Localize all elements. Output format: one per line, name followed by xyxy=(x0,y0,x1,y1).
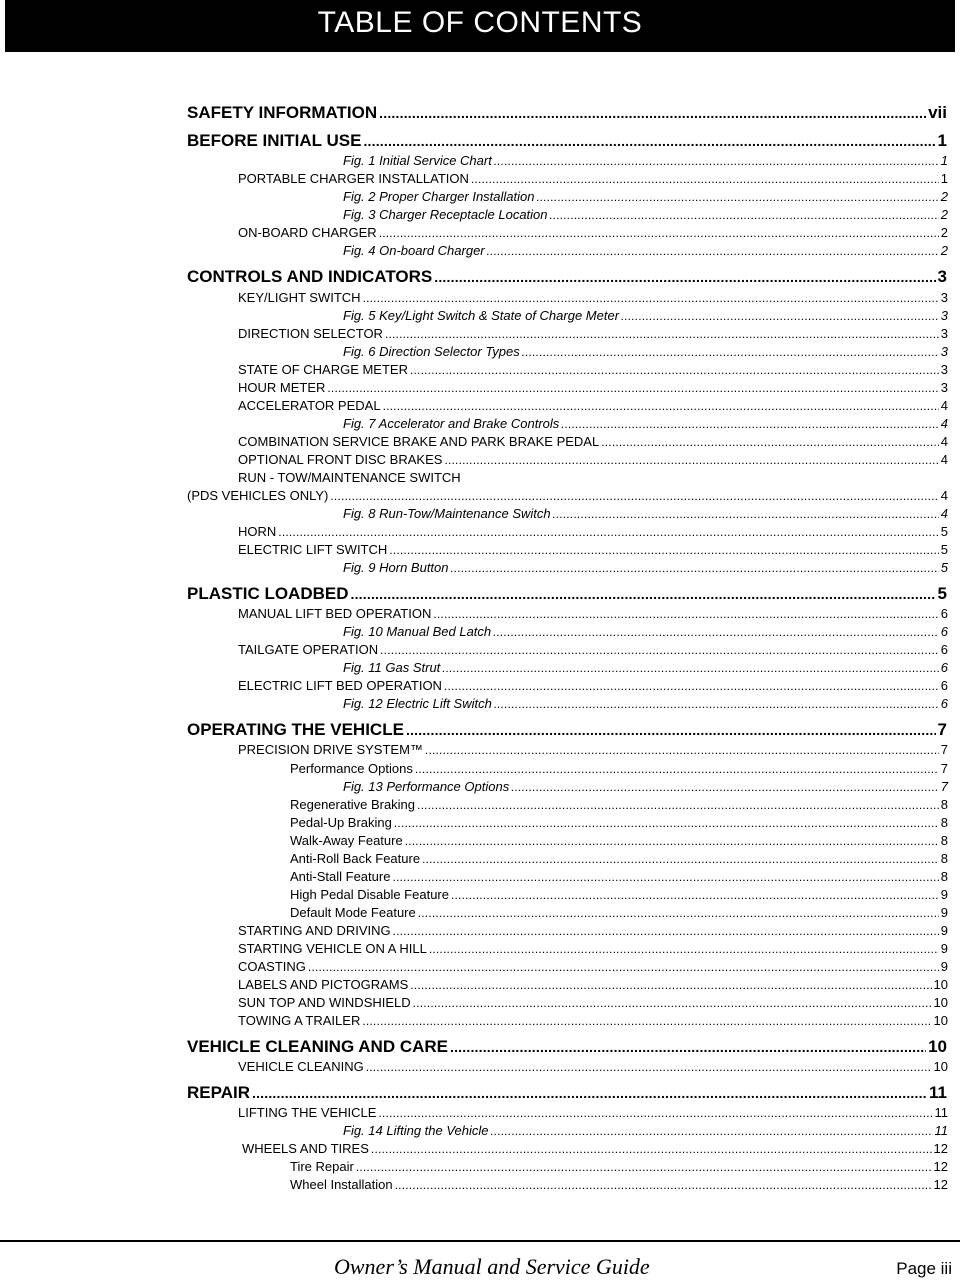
toc-entry[interactable]: HORN ..... 5 xyxy=(238,524,948,539)
toc-entry[interactable]: HOUR METER ..... 3 xyxy=(238,380,948,395)
toc-entry[interactable]: Fig. 14 Lifting the Vehicle ..... 11 xyxy=(343,1123,948,1138)
toc-entry[interactable]: Fig. 10 Manual Bed Latch ..... 6 xyxy=(343,624,948,639)
toc-entry[interactable]: BEFORE INITIAL USE ..... 1 xyxy=(187,131,947,151)
toc-entry[interactable]: STATE OF CHARGE METER ..... 3 xyxy=(238,362,948,377)
toc-entry[interactable]: ELECTRIC LIFT SWITCH ..... 5 xyxy=(238,542,948,557)
toc-entry[interactable]: ELECTRIC LIFT BED OPERATION ..... 6 xyxy=(238,678,948,693)
toc-entry[interactable]: MANUAL LIFT BED OPERATION ..... 6 xyxy=(238,606,948,621)
toc-entry[interactable]: COMBINATION SERVICE BRAKE AND PARK BRAKE PEDAL ..... 4 xyxy=(238,434,948,449)
toc-entry[interactable]: Fig. 12 Electric Lift Switch ..... 6 xyxy=(343,696,948,711)
toc-entry[interactable]: Fig. 3 Charger Receptacle Location ..... 2 xyxy=(343,207,948,222)
toc-entry[interactable]: KEY/LIGHT SWITCH ..... 3 xyxy=(238,290,948,305)
toc-entry[interactable]: SUN TOP AND WINDSHIELD ..... 10 xyxy=(238,995,948,1010)
toc-entry[interactable]: Fig. 1 Initial Service Chart ..... 1 xyxy=(343,153,948,168)
toc-entry[interactable]: Fig. 2 Proper Charger Installation ..... 2 xyxy=(343,189,948,204)
toc-entry[interactable]: Performance Options ..... 7 xyxy=(290,761,948,776)
toc-entry[interactable]: PORTABLE CHARGER INSTALLATION ..... 1 xyxy=(238,171,948,186)
toc-entry[interactable]: WHEELS AND TIRES ..... 12 xyxy=(242,1141,948,1156)
toc-entry[interactable]: DIRECTION SELECTOR ..... 3 xyxy=(238,326,948,341)
footer-divider xyxy=(0,1240,960,1242)
toc-entry[interactable]: Default Mode Feature ..... 9 xyxy=(290,905,948,920)
toc-entry[interactable]: Pedal-Up Braking ..... 8 xyxy=(290,815,948,830)
toc-entry[interactable]: Fig. 8 Run-Tow/Maintenance Switch ..... 4 xyxy=(343,506,948,521)
toc-entry[interactable]: RUN - TOW/MAINTENANCE SWITCH xyxy=(238,470,461,485)
toc-entry[interactable]: REPAIR ..... 11 xyxy=(187,1083,947,1103)
toc-entry[interactable]: Fig. 7 Accelerator and Brake Controls ..... 4 xyxy=(343,416,948,431)
toc-entry[interactable]: OPTIONAL FRONT DISC BRAKES ..... 4 xyxy=(238,452,948,467)
toc-entry[interactable]: Anti-Stall Feature ..... 8 xyxy=(290,869,948,884)
toc-entry[interactable]: STARTING VEHICLE ON A HILL ..... 9 xyxy=(238,941,948,956)
toc-entry[interactable]: CONTROLS AND INDICATORS ..... 3 xyxy=(187,267,947,287)
toc-entry[interactable]: LABELS AND PICTOGRAMS ..... 10 xyxy=(238,977,948,992)
toc-entry[interactable]: Tire Repair ..... 12 xyxy=(290,1159,948,1174)
toc-entry[interactable]: STARTING AND DRIVING ..... 9 xyxy=(238,923,948,938)
toc-entry[interactable]: VEHICLE CLEANING AND CARE ..... 10 xyxy=(187,1037,947,1057)
toc-entry[interactable]: PRECISION DRIVE SYSTEM™ ..... 7 xyxy=(238,742,948,757)
footer-page-number: Page iii xyxy=(896,1259,952,1278)
footer-guide-title: Owner’s Manual and Service Guide xyxy=(334,1254,650,1279)
toc-entry[interactable]: Fig. 11 Gas Strut ..... 6 xyxy=(343,660,948,675)
toc-entry[interactable]: OPERATING THE VEHICLE ..... 7 xyxy=(187,720,947,740)
toc-entry[interactable]: ON-BOARD CHARGER ..... 2 xyxy=(238,225,948,240)
toc-entry[interactable]: High Pedal Disable Feature ..... 9 xyxy=(290,887,948,902)
toc-entry[interactable]: COASTING ..... 9 xyxy=(238,959,948,974)
toc-entry[interactable]: ACCELERATOR PEDAL ..... 4 xyxy=(238,398,948,413)
toc-entry[interactable]: Anti-Roll Back Feature ..... 8 xyxy=(290,851,948,866)
toc-entry[interactable]: Fig. 5 Key/Light Switch & State of Charge Meter ..... 3 xyxy=(343,308,948,323)
toc-entry[interactable]: Fig. 9 Horn Button ..... 5 xyxy=(343,560,948,575)
toc-entry[interactable]: PLASTIC LOADBED ..... 5 xyxy=(187,584,947,604)
toc-entry[interactable]: TAILGATE OPERATION ..... 6 xyxy=(238,642,948,657)
toc-entry[interactable]: Fig. 6 Direction Selector Types ..... 3 xyxy=(343,344,948,359)
toc-entry[interactable]: Wheel Installation ..... 12 xyxy=(290,1177,948,1192)
page-title: TABLE OF CONTENTS xyxy=(317,6,643,39)
toc-entry[interactable]: Regenerative Braking ..... 8 xyxy=(290,797,948,812)
toc-entry[interactable]: Fig. 4 On-board Charger ..... 2 xyxy=(343,243,948,258)
toc-entry[interactable]: TOWING A TRAILER ..... 10 xyxy=(238,1013,948,1028)
toc-entry[interactable]: Fig. 13 Performance Options ..... 7 xyxy=(343,779,948,794)
toc-entry[interactable]: SAFETY INFORMATION ..... vii xyxy=(187,103,947,123)
toc-entry[interactable]: Walk-Away Feature ..... 8 xyxy=(290,833,948,848)
toc-entry[interactable]: (PDS VEHICLES ONLY) ..... 4 xyxy=(187,488,948,503)
toc-entry[interactable]: LIFTING THE VEHICLE ..... 11 xyxy=(238,1105,948,1120)
toc-entry[interactable]: VEHICLE CLEANING ..... 10 xyxy=(238,1059,948,1074)
